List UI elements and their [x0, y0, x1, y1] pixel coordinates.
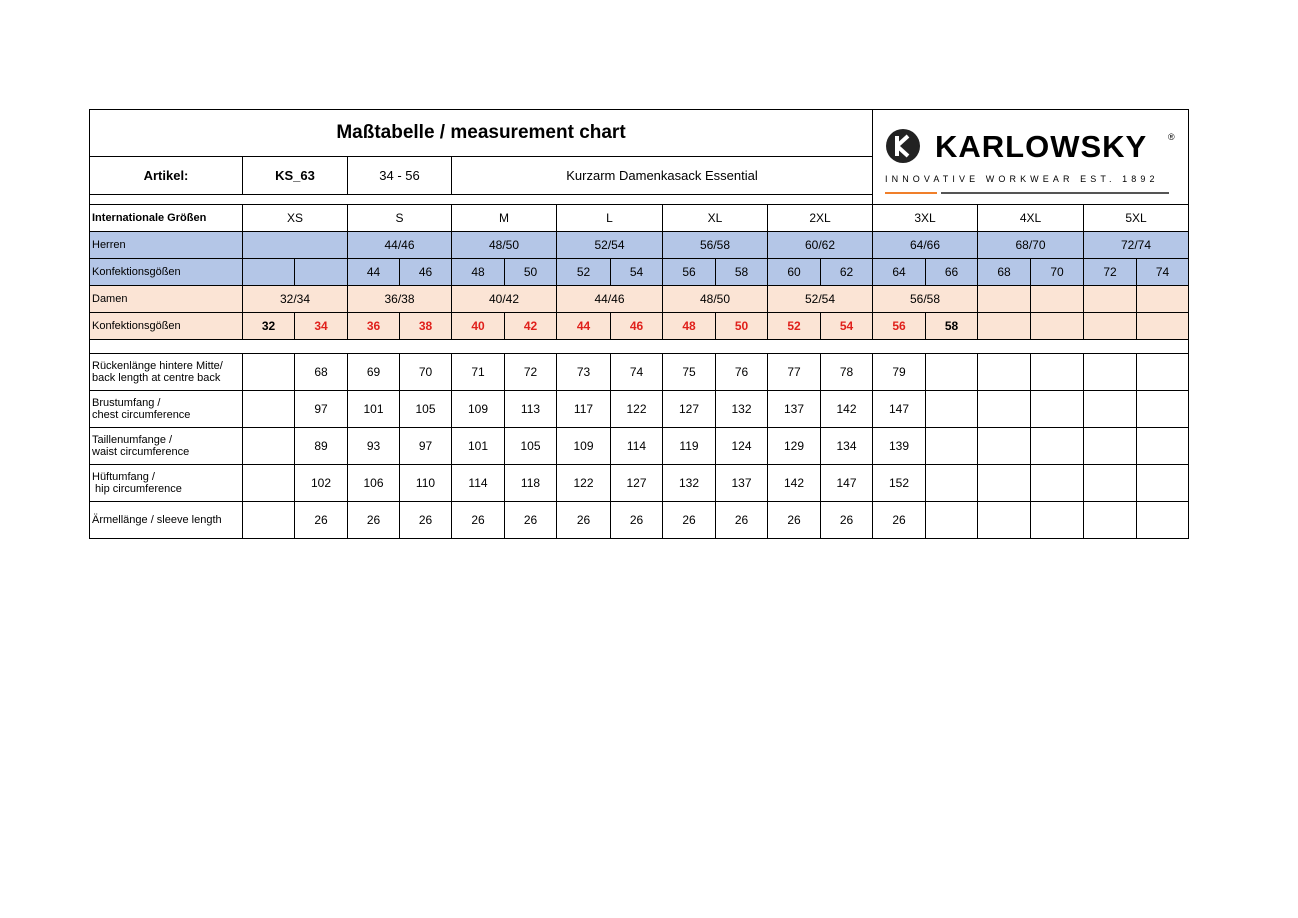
- measurement-value: 119: [663, 428, 716, 465]
- konf-size-cell: 34: [295, 313, 348, 340]
- measurement-value: [1084, 391, 1137, 428]
- measurement-label-en: waist circumference: [92, 446, 190, 458]
- measurement-label: [90, 502, 243, 539]
- damen-size: 40/42: [452, 286, 557, 313]
- konf-size-cell: 72: [1084, 259, 1137, 286]
- konf-size-cell: 58: [716, 259, 768, 286]
- measurement-value: [1137, 502, 1189, 539]
- measurement-value: [1084, 354, 1137, 391]
- measurement-value: 142: [768, 465, 821, 502]
- konf-size-cell: 62: [821, 259, 873, 286]
- damen-size: 44/46: [557, 286, 663, 313]
- intl-size: S: [348, 205, 452, 232]
- herren-size: 60/62: [768, 232, 873, 259]
- measurement-value: 137: [716, 465, 768, 502]
- intl-size: L: [557, 205, 663, 232]
- measurement-label-en: chest circumference: [92, 409, 191, 421]
- damen-size: 32/34: [243, 286, 348, 313]
- konf-size-cell: 66: [926, 259, 978, 286]
- measurement-value: 78: [821, 354, 873, 391]
- measurement-value: [978, 502, 1031, 539]
- konf-size-cell: 48: [663, 313, 716, 340]
- konf-size-cell: [1031, 313, 1084, 340]
- measurement-row: [90, 502, 1189, 539]
- measurement-value: 74: [611, 354, 663, 391]
- damen-size: 52/54: [768, 286, 873, 313]
- measurement-label-de: Hüftumfang /: [92, 471, 155, 483]
- measurement-value: 106: [348, 465, 400, 502]
- measurement-value: [978, 465, 1031, 502]
- measurement-row: [90, 465, 1189, 502]
- intl-size: M: [452, 205, 557, 232]
- measurement-value: 26: [663, 502, 716, 539]
- measurement-label: [90, 428, 243, 465]
- measurement-value: 134: [821, 428, 873, 465]
- measurement-value: 102: [295, 465, 348, 502]
- karlowsky-mark-icon: [885, 128, 921, 164]
- spacer-row: [90, 195, 873, 205]
- measurement-value: [243, 354, 295, 391]
- measurement-value: 101: [452, 428, 505, 465]
- measurement-value: 26: [768, 502, 821, 539]
- spacer-row: [90, 340, 1189, 354]
- measurement-value: [978, 428, 1031, 465]
- konf-size-cell: 68: [978, 259, 1031, 286]
- measurement-label-de: Rückenlänge hintere Mitte/: [92, 360, 223, 372]
- measurement-value: [1031, 502, 1084, 539]
- measurement-value: [1137, 391, 1189, 428]
- measurement-chart-sheet: [89, 109, 1189, 539]
- registered-mark: ®: [1168, 132, 1175, 142]
- damen-size: 36/38: [348, 286, 452, 313]
- measurement-value: 97: [400, 428, 452, 465]
- measurement-value: [1031, 465, 1084, 502]
- konf-size-cell: 74: [1137, 259, 1189, 286]
- konf-size-cell: 46: [611, 313, 663, 340]
- measurement-value: [978, 354, 1031, 391]
- herren-size: 64/66: [873, 232, 978, 259]
- measurement-value: [243, 428, 295, 465]
- konf-size-cell: [978, 313, 1031, 340]
- measurement-value: 139: [873, 428, 926, 465]
- measurement-label: [90, 465, 243, 502]
- measurement-value: 68: [295, 354, 348, 391]
- brand-name: KARLOWSKY: [935, 129, 1148, 164]
- intl-size: 4XL: [978, 205, 1084, 232]
- herren-label: Herren: [90, 232, 243, 259]
- herren-size: 44/46: [348, 232, 452, 259]
- karlowsky-logo: [885, 122, 1177, 196]
- measurement-value: [978, 391, 1031, 428]
- damen-size: [978, 286, 1031, 313]
- measurement-value: [1084, 502, 1137, 539]
- konf-size-cell: 58: [926, 313, 978, 340]
- measurement-value: 69: [348, 354, 400, 391]
- measurement-value: 114: [452, 465, 505, 502]
- damen-size: 56/58: [873, 286, 978, 313]
- measurement-value: [926, 502, 978, 539]
- konf-size-cell: 60: [768, 259, 821, 286]
- measurement-value: [243, 465, 295, 502]
- measurement-value: 70: [400, 354, 452, 391]
- damen-size: [1137, 286, 1189, 313]
- konf-size-cell: 40: [452, 313, 505, 340]
- measurement-value: [1031, 391, 1084, 428]
- intl-size: 3XL: [873, 205, 978, 232]
- measurement-table: [89, 109, 1189, 539]
- brand-line-orange: [885, 192, 937, 194]
- measurement-value: 137: [768, 391, 821, 428]
- measurement-value: 109: [452, 391, 505, 428]
- measurement-value: 122: [611, 391, 663, 428]
- herren-size: [243, 232, 348, 259]
- measurement-value: 147: [873, 391, 926, 428]
- brand-logo-cell: [873, 110, 1189, 205]
- intl-size: XL: [663, 205, 768, 232]
- measurement-value: [1137, 465, 1189, 502]
- konf-size-cell: 44: [348, 259, 400, 286]
- measurement-value: 26: [557, 502, 611, 539]
- measurement-value: 76: [716, 354, 768, 391]
- measurement-value: [1084, 465, 1137, 502]
- measurement-value: [1031, 428, 1084, 465]
- measurement-value: 114: [611, 428, 663, 465]
- damen-size: 48/50: [663, 286, 768, 313]
- konf-size-cell: [243, 259, 295, 286]
- brand-line-grey: [941, 192, 1169, 194]
- measurement-value: 26: [452, 502, 505, 539]
- measurement-value: 132: [663, 465, 716, 502]
- measurement-value: 132: [716, 391, 768, 428]
- measurement-label-de: Ärmellänge / sleeve length: [92, 514, 222, 526]
- measurement-row: [90, 354, 1189, 391]
- measurement-value: [926, 391, 978, 428]
- measurement-value: 26: [716, 502, 768, 539]
- konf-size-cell: 44: [557, 313, 611, 340]
- measurement-value: 124: [716, 428, 768, 465]
- measurement-value: 129: [768, 428, 821, 465]
- damen-konf-row: [90, 313, 1189, 340]
- measurement-value: 26: [295, 502, 348, 539]
- konf-size-cell: 42: [505, 313, 557, 340]
- measurement-value: 142: [821, 391, 873, 428]
- herren-size: 72/74: [1084, 232, 1189, 259]
- measurement-value: 105: [400, 391, 452, 428]
- measurement-value: [1031, 354, 1084, 391]
- measurement-value: [926, 428, 978, 465]
- konf-size-cell: 56: [663, 259, 716, 286]
- measurement-value: [1137, 354, 1189, 391]
- measurement-value: 110: [400, 465, 452, 502]
- konf-size-cell: [1137, 313, 1189, 340]
- konf-size-cell: 56: [873, 313, 926, 340]
- measurement-value: 101: [348, 391, 400, 428]
- measurement-value: 152: [873, 465, 926, 502]
- article-description: Kurzarm Damenkasack Essential: [452, 157, 873, 195]
- konf-size-cell: [1084, 313, 1137, 340]
- konf-size-cell: 32: [243, 313, 295, 340]
- measurement-label-en: back length at centre back: [92, 372, 221, 384]
- measurement-value: 26: [400, 502, 452, 539]
- measurement-rows: [90, 354, 1189, 539]
- measurement-label: [90, 354, 243, 391]
- measurement-value: [243, 502, 295, 539]
- konf-size-cell: 50: [716, 313, 768, 340]
- measurement-value: 26: [348, 502, 400, 539]
- intl-size: 5XL: [1084, 205, 1189, 232]
- measurement-row: [90, 428, 1189, 465]
- measurement-value: 75: [663, 354, 716, 391]
- herren-size: 52/54: [557, 232, 663, 259]
- konf-size-cell: [295, 259, 348, 286]
- measurement-label-en: hip circumference: [92, 483, 182, 495]
- measurement-value: 118: [505, 465, 557, 502]
- konf-size-cell: 38: [400, 313, 452, 340]
- konf-size-cell: 48: [452, 259, 505, 286]
- measurement-value: 26: [873, 502, 926, 539]
- measurement-value: 105: [505, 428, 557, 465]
- konf-size-cell: 52: [768, 313, 821, 340]
- measurement-value: 113: [505, 391, 557, 428]
- herren-size: 48/50: [452, 232, 557, 259]
- konf-size-cell: 54: [611, 259, 663, 286]
- measurement-label-de: Brustumfang /: [92, 397, 161, 409]
- measurement-value: [926, 354, 978, 391]
- measurement-label: [90, 391, 243, 428]
- damen-size: [1084, 286, 1137, 313]
- damen-size: [1031, 286, 1084, 313]
- measurement-value: 122: [557, 465, 611, 502]
- measurement-value: [1084, 428, 1137, 465]
- measurement-value: 127: [663, 391, 716, 428]
- measurement-value: [1137, 428, 1189, 465]
- article-code: KS_63: [243, 157, 348, 195]
- article-size-range: 34 - 56: [348, 157, 452, 195]
- measurement-value: 117: [557, 391, 611, 428]
- measurement-value: [926, 465, 978, 502]
- measurement-value: 147: [821, 465, 873, 502]
- intl-size: 2XL: [768, 205, 873, 232]
- measurement-value: 26: [505, 502, 557, 539]
- measurement-value: 77: [768, 354, 821, 391]
- measurement-value: 26: [821, 502, 873, 539]
- herren-size: 68/70: [978, 232, 1084, 259]
- herren-size: 56/58: [663, 232, 768, 259]
- measurement-value: 89: [295, 428, 348, 465]
- measurement-value: 71: [452, 354, 505, 391]
- konf-size-cell: 46: [400, 259, 452, 286]
- measurement-label-de: Taillenumfange /: [92, 434, 173, 446]
- brand-tagline: INNOVATIVE WORKWEAR EST. 1892: [885, 174, 1159, 184]
- herren-konf-row: [90, 259, 1189, 286]
- article-label: Artikel:: [90, 157, 243, 195]
- measurement-value: 97: [295, 391, 348, 428]
- konf-size-cell: 52: [557, 259, 611, 286]
- herren-konf-label: Konfektionsgößen: [90, 259, 243, 286]
- konf-size-cell: 64: [873, 259, 926, 286]
- measurement-value: 73: [557, 354, 611, 391]
- intl-size: XS: [243, 205, 348, 232]
- measurement-value: 93: [348, 428, 400, 465]
- konf-size-cell: 70: [1031, 259, 1084, 286]
- konf-size-cell: 50: [505, 259, 557, 286]
- page-title: Maßtabelle / measurement chart: [90, 110, 873, 157]
- measurement-value: [243, 391, 295, 428]
- measurement-value: 109: [557, 428, 611, 465]
- international-label: Internationale Größen: [90, 205, 243, 232]
- measurement-value: 127: [611, 465, 663, 502]
- konf-size-cell: 54: [821, 313, 873, 340]
- konf-size-cell: 36: [348, 313, 400, 340]
- measurement-value: 72: [505, 354, 557, 391]
- measurement-value: 79: [873, 354, 926, 391]
- damen-label: Damen: [90, 286, 243, 313]
- measurement-value: 26: [611, 502, 663, 539]
- measurement-row: [90, 391, 1189, 428]
- damen-konf-label: Konfektionsgößen: [90, 313, 243, 340]
